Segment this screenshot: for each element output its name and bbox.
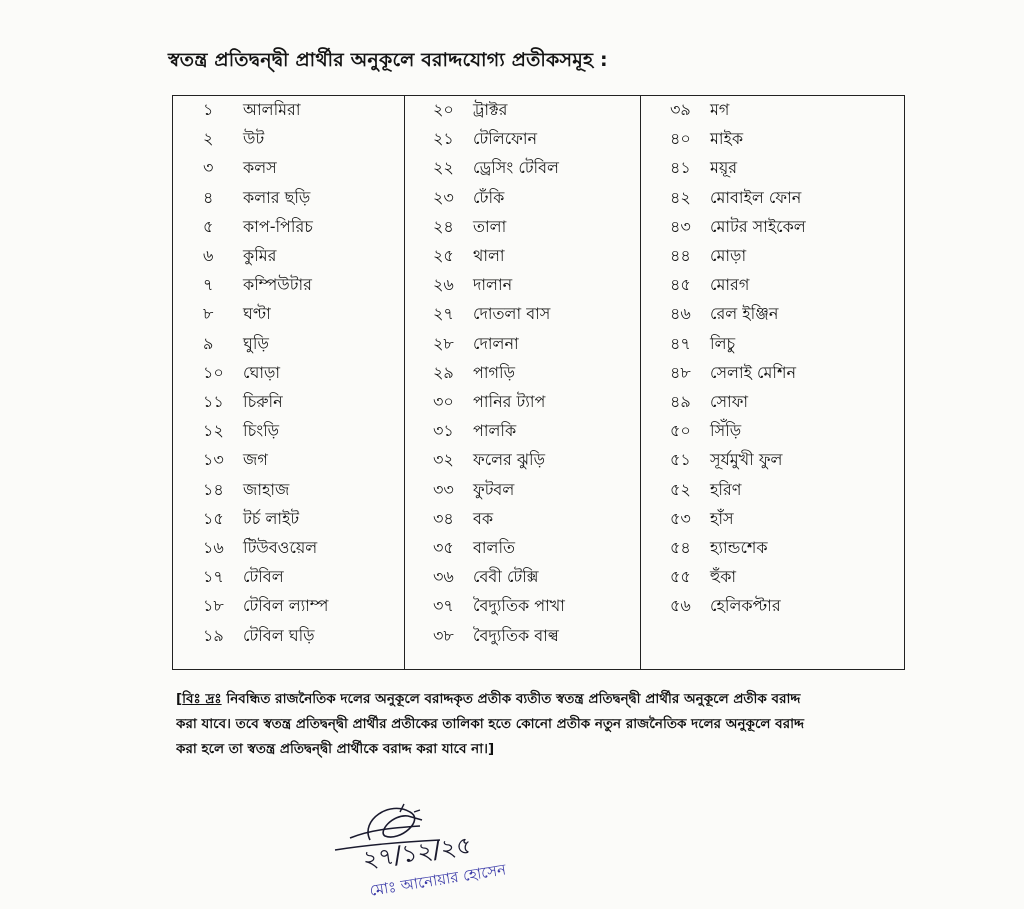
- symbol-name: সূর্যমুখী ফুল: [710, 450, 783, 470]
- symbol-number: ৪: [203, 187, 214, 207]
- symbol-row: [670, 216, 806, 238]
- symbol-number: ৪৫: [670, 275, 691, 295]
- document-title: স্বতন্ত্র প্রতিদ্বন্দ্বী প্রার্থীর অনুকূলে বরাদ্দযোগ্য প্রতীকসমূহ :: [168, 49, 608, 71]
- symbol-number: ৩৫: [433, 538, 454, 557]
- symbol-number: ৫০: [670, 421, 691, 441]
- symbol-name: কুমির: [243, 246, 277, 265]
- symbol-name: লিচু: [710, 333, 736, 353]
- officer-stamp: মোঃ আনোয়ার হোসেন: [368, 860, 508, 900]
- symbol-row: [433, 537, 516, 559]
- symbol-number: ২৬: [433, 275, 454, 295]
- symbol-row: [203, 128, 265, 150]
- symbol-row: [670, 420, 742, 442]
- symbol-number: ২৩: [433, 187, 454, 207]
- footnote-text-1: নিবন্ধিত রাজনৈতিক দলের অনুকূলে বরাদ্দকৃত প্রতীক ব্যতীত স্বতন্ত্র প্রতিদ্বন্দ্বী প্রার্থীর অনুকূলে প্রতীক বরাদ্দ: [226, 691, 801, 707]
- footnote-label: বিঃ দ্রঃ: [182, 691, 222, 707]
- symbol-row: [670, 157, 738, 179]
- symbol-number: ৬: [203, 246, 214, 265]
- symbol-number: ১১: [203, 392, 224, 411]
- symbol-number: ১৯: [203, 625, 224, 645]
- symbol-row: [203, 595, 329, 617]
- symbol-row: [670, 187, 802, 209]
- symbol-row: [203, 479, 290, 501]
- symbol-name: রেল ইঞ্জিন: [710, 304, 779, 324]
- symbol-name: পালকি: [473, 421, 517, 441]
- symbol-name: মোড়া: [710, 246, 747, 265]
- symbol-row: [203, 566, 284, 588]
- symbol-row: [433, 566, 539, 588]
- symbol-name: বৈদ্যুতিক বাল্ব: [473, 625, 559, 645]
- symbol-row: [203, 333, 269, 355]
- symbol-number: ৪৩: [670, 216, 691, 236]
- symbol-name: ঘুড়ি: [243, 333, 269, 353]
- symbol-row: [203, 99, 301, 121]
- symbol-row: [670, 362, 797, 384]
- symbol-number: ১৮: [203, 596, 224, 616]
- symbol-name: সিঁড়ি: [710, 421, 742, 441]
- symbol-row: [433, 99, 508, 121]
- symbol-row: [433, 508, 494, 530]
- symbol-name: কলস: [243, 158, 277, 178]
- symbol-name: ট্রাক্টর: [473, 100, 508, 119]
- symbol-name: ঘণ্টা: [243, 304, 271, 324]
- symbol-name: বক: [473, 508, 494, 528]
- symbol-number: ৩৬: [433, 567, 454, 587]
- symbol-name: টেবিল ল্যাম্প: [243, 596, 329, 616]
- symbol-name: টেবিল ঘড়ি: [243, 625, 315, 645]
- symbol-name: কম্পিউটার: [243, 275, 312, 295]
- symbol-number: ১০: [203, 362, 224, 382]
- symbol-number: ৩০: [433, 392, 454, 411]
- symbol-row: [670, 128, 744, 150]
- symbol-name: ড্রেসিং টেবিল: [473, 158, 559, 178]
- symbol-row: [670, 508, 734, 530]
- symbol-name: হ্যান্ডশেক: [710, 538, 768, 557]
- symbol-row: [433, 595, 565, 617]
- symbol-number: ৫৩: [670, 508, 691, 528]
- symbol-row: [203, 157, 277, 179]
- symbol-number: ৪০: [670, 129, 691, 149]
- symbol-number: ১২: [203, 421, 224, 441]
- footnote: [176, 687, 906, 762]
- symbol-name: হাঁস: [710, 508, 734, 528]
- symbol-name: বালতি: [473, 538, 516, 557]
- symbol-row: [203, 420, 280, 442]
- symbol-number: ১৫: [203, 508, 224, 528]
- symbol-number: ২৮: [433, 333, 454, 353]
- symbol-number: ৪৪: [670, 246, 691, 265]
- symbol-name: চিংড়ি: [243, 421, 280, 441]
- symbol-number: ৪৮: [670, 362, 691, 382]
- symbol-name: দোলনা: [473, 333, 519, 353]
- symbol-row: [203, 216, 313, 238]
- symbol-name: ঢেঁকি: [473, 187, 505, 207]
- symbol-name: কলার ছড়ি: [243, 187, 311, 207]
- symbol-number: ২: [203, 129, 214, 149]
- symbol-number: ৪১: [670, 158, 691, 178]
- symbol-number: ৫৪: [670, 538, 691, 557]
- symbol-name: দালান: [473, 275, 513, 295]
- symbol-row: [670, 479, 742, 501]
- symbol-number: ১৪: [203, 479, 224, 499]
- symbol-number: ১৭: [203, 567, 224, 587]
- symbol-number: ২২: [433, 158, 454, 178]
- symbol-number: ৩১: [433, 421, 454, 441]
- footnote-line-1: [176, 687, 906, 712]
- symbol-number: ৯: [203, 333, 214, 353]
- footnote-line-3: করা হলে তা স্বতন্ত্র প্রতিদ্বন্দ্বী প্রার্থীকে বরাদ্দ করা যাবে না।]: [176, 741, 495, 757]
- symbol-row: [433, 187, 505, 209]
- symbol-name: জগ: [243, 450, 268, 470]
- symbol-row: [203, 187, 311, 209]
- symbol-row: [203, 245, 277, 267]
- symbol-row: [670, 303, 779, 325]
- symbol-name: বৈদ্যুতিক পাখা: [473, 596, 565, 616]
- symbol-number: ৩৮: [433, 625, 454, 645]
- symbol-row: [203, 537, 318, 559]
- symbol-row: [670, 245, 747, 267]
- signature-date: ২৭/১২/২৫: [360, 830, 474, 874]
- column-divider: [404, 96, 405, 669]
- symbol-name: জাহাজ: [243, 479, 290, 499]
- symbol-name: ময়ূর: [710, 158, 738, 178]
- symbol-number: ৪৬: [670, 304, 691, 324]
- symbol-number: ৫৫: [670, 567, 691, 587]
- symbol-number: ২০: [433, 100, 454, 119]
- symbol-number: ৭: [203, 275, 214, 295]
- symbol-number: ২৫: [433, 246, 454, 265]
- symbol-row: [203, 508, 300, 530]
- symbol-row: [433, 274, 513, 296]
- symbol-name: টর্চ লাইট: [243, 508, 300, 528]
- symbol-row: [203, 449, 268, 471]
- symbol-name: হেলিকপ্টার: [710, 596, 781, 616]
- symbol-name: বেবী টেক্সি: [473, 567, 539, 587]
- symbol-number: ৩: [203, 158, 214, 178]
- symbol-row: [670, 566, 737, 588]
- symbol-row: [670, 274, 750, 296]
- symbol-row: [433, 128, 538, 150]
- symbol-row: [203, 274, 312, 296]
- symbol-number: ২৪: [433, 216, 454, 236]
- symbol-row: [433, 303, 551, 325]
- symbol-number: ৫৬: [670, 596, 691, 616]
- symbol-number: ৪৭: [670, 333, 691, 353]
- symbol-number: ৩৯: [670, 100, 691, 119]
- symbol-row: [433, 420, 517, 442]
- symbol-row: [433, 245, 505, 267]
- symbol-name: ফলের ঝুড়ি: [473, 450, 546, 470]
- symbol-row: [670, 391, 749, 413]
- symbol-number: ৫১: [670, 450, 691, 470]
- symbol-row: [670, 99, 730, 121]
- symbol-row: [203, 362, 281, 384]
- symbol-name: মাইক: [710, 129, 744, 149]
- symbol-row: [670, 449, 783, 471]
- symbol-name: ফুটবল: [473, 479, 515, 499]
- footnote-bracket: [: [176, 691, 183, 707]
- symbol-name: তালা: [473, 216, 507, 236]
- symbol-name: ঘোড়া: [243, 362, 281, 382]
- symbol-name: সোফা: [710, 392, 749, 411]
- symbol-row: [433, 625, 559, 647]
- column-divider: [640, 96, 641, 669]
- symbol-name: পাগড়ি: [473, 362, 515, 382]
- symbol-row: [670, 333, 736, 355]
- symbol-row: [670, 537, 768, 559]
- symbol-name: হুঁকা: [710, 567, 737, 587]
- symbol-row: [433, 216, 507, 238]
- symbol-name: হরিণ: [710, 479, 742, 499]
- symbol-number: ৪৯: [670, 392, 691, 411]
- symbol-row: [203, 625, 315, 647]
- symbol-number: ৩৩: [433, 479, 454, 499]
- symbol-name: সেলাই মেশিন: [710, 362, 797, 382]
- symbol-row: [433, 362, 515, 384]
- symbol-row: [433, 449, 546, 471]
- symbol-number: ১: [203, 100, 214, 119]
- symbol-row: [203, 303, 271, 325]
- symbol-name: মগ: [710, 100, 730, 119]
- symbol-name: টেবিল: [243, 567, 284, 587]
- symbol-name: আলমিরা: [243, 100, 301, 119]
- symbol-row: [433, 333, 519, 355]
- symbol-name: থালা: [473, 246, 505, 265]
- symbol-number: ৮: [203, 304, 214, 324]
- symbol-name: টেলিফোন: [473, 129, 538, 149]
- symbol-name: মোবাইল ফোন: [710, 187, 802, 207]
- symbol-number: ৫২: [670, 479, 691, 499]
- symbol-number: ৩২: [433, 450, 454, 470]
- footnote-line-2: করা যাবে। তবে স্বতন্ত্র প্রতিদ্বন্দ্বী প্রার্থীর প্রতীকের তালিকা হতে কোনো প্রতীক নতুন রাজনৈতিক দলের অনুকূলে বরাদ্দ: [176, 716, 805, 732]
- symbol-name: কাপ-পিরিচ: [243, 216, 313, 236]
- symbol-row: [433, 157, 559, 179]
- symbol-number: ২৭: [433, 304, 454, 324]
- symbol-row: [433, 479, 515, 501]
- symbol-number: ১৩: [203, 450, 224, 470]
- symbol-name: মোটর সাইকেল: [710, 216, 806, 236]
- symbol-row: [433, 391, 546, 413]
- symbol-name: পানির ট্যাপ: [473, 392, 546, 411]
- symbol-name: চিরুনি: [243, 392, 283, 411]
- symbol-name: উট: [243, 129, 265, 149]
- symbol-number: ২১: [433, 129, 454, 149]
- symbol-row: [670, 595, 781, 617]
- symbol-number: ৫: [203, 216, 214, 236]
- symbol-name: দোতলা বাস: [473, 304, 551, 324]
- symbol-name: টিউবওয়েল: [243, 538, 318, 557]
- symbol-name: মোরগ: [710, 275, 750, 295]
- symbol-number: ১৬: [203, 538, 224, 557]
- symbol-table: [172, 95, 905, 670]
- symbol-number: ৩৭: [433, 596, 454, 616]
- symbol-number: ৪২: [670, 187, 691, 207]
- symbol-row: [203, 391, 283, 413]
- symbol-number: ৩৪: [433, 508, 454, 528]
- symbol-number: ২৯: [433, 362, 454, 382]
